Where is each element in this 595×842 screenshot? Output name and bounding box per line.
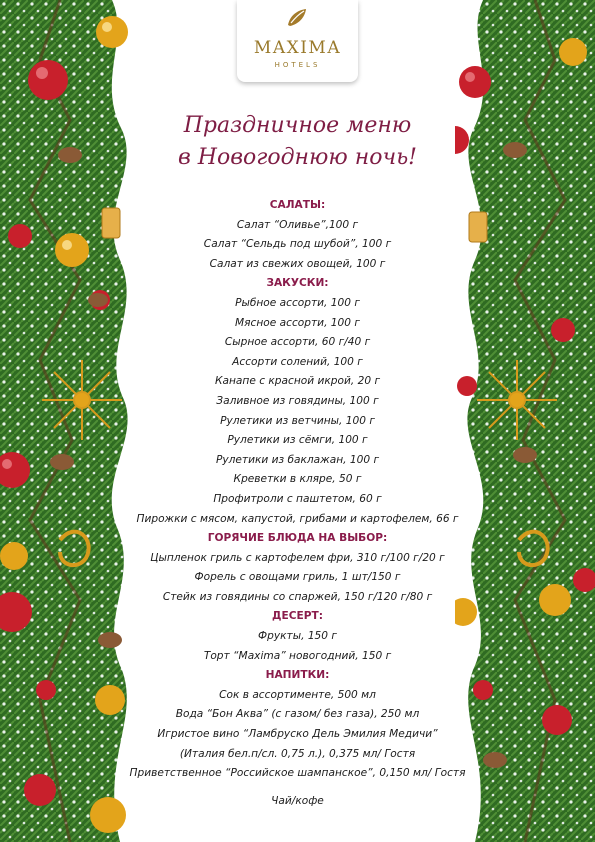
- section-heading-drinks: НАПИТКИ:: [265, 669, 330, 682]
- menu-item: Стейк из говядины со спаржей, 150 г/120 г/80 г: [162, 590, 433, 603]
- lantern-right: [469, 212, 487, 242]
- holiday-menu: [129, 196, 466, 811]
- menu-item: Салат “Сельдь под шубой”, 100 г: [203, 238, 392, 251]
- menu-item: Рулетики из сёмги, 100 г: [227, 434, 368, 447]
- menu-item: (Италия бел.п/сл. 0,75 л.), 0,375 мл/ Гостя: [179, 747, 416, 760]
- section-heading-dessert: ДЕСЕРТ:: [272, 610, 323, 623]
- page-title-line-2: в Новогоднюю ночь!: [177, 145, 418, 170]
- logo-brand-name: MAXIMA: [253, 38, 342, 58]
- menu-item: Фрукты, 150 г: [258, 630, 337, 643]
- menu-item: Креветки в кляре, 50 г: [233, 473, 362, 486]
- menu-item: Рулетики из баклажан, 100 г: [215, 453, 380, 466]
- menu-item: Форель с овощами гриль, 1 шт/150 г: [194, 571, 401, 584]
- menu-item: Сок в ассортименте, 500 мл: [219, 688, 376, 701]
- menu-item: Профитроли с паштетом, 60 г: [213, 492, 382, 505]
- menu-item: Заливное из говядины, 100 г: [216, 394, 379, 407]
- menu-item: Торт “Maxima” новогодний, 150 г: [203, 649, 392, 662]
- menu-item: Игристое вино “Ламбруско Дель Эмилия Медичи”: [157, 728, 438, 741]
- menu-item: Салат “Оливье”,100 г: [236, 218, 359, 231]
- section-heading-salads: САЛАТЫ:: [269, 199, 326, 211]
- menu-item: Ассорти солений, 100 г: [232, 355, 363, 368]
- menu-item: Вода “Бон Аква” (с газом/ без газа), 250 мл: [175, 708, 420, 721]
- menu-item: Приветственное “Российское шампанское”, 0,150 мл/ Гостя: [129, 767, 466, 780]
- menu-item: Канапе с красной икрой, 20 г: [214, 375, 381, 388]
- menu-item: Салат из свежих овощей, 100 г: [209, 257, 386, 270]
- menu-item: Рулетики из ветчины, 100 г: [220, 414, 375, 427]
- left-christmas-garland: [0, 0, 140, 842]
- section-heading-appetizers: ЗАКУСКИ:: [266, 277, 329, 290]
- gold-star-ornament-left: [42, 360, 122, 440]
- maxima-hotels-logo: [237, 0, 358, 82]
- menu-item: Рыбное ассорти, 100 г: [235, 296, 360, 309]
- lantern-left: [102, 208, 120, 238]
- section-heading-hot-dishes: ГОРЯЧИЕ БЛЮДА НА ВЫБОР:: [207, 532, 388, 545]
- leaf-logo-icon: [285, 6, 309, 30]
- menu-item: Пирожки с мясом, капустой, грибами и картофелем, 66 г: [136, 512, 459, 525]
- logo-subtitle: HOTELS: [274, 61, 321, 69]
- right-christmas-garland: [455, 0, 595, 842]
- menu-item-tea-coffee: Чай/кофе: [271, 794, 324, 807]
- gold-star-ornament-right: [477, 360, 557, 440]
- page-title-line-1: Праздничное меню: [183, 113, 412, 138]
- menu-item: Мясное ассорти, 100 г: [235, 316, 360, 329]
- menu-item: Сырное ассорти, 60 г/40 г: [224, 336, 371, 349]
- menu-item: Цыпленок гриль с картофелем фри, 310 г/100 г/20 г: [150, 551, 445, 564]
